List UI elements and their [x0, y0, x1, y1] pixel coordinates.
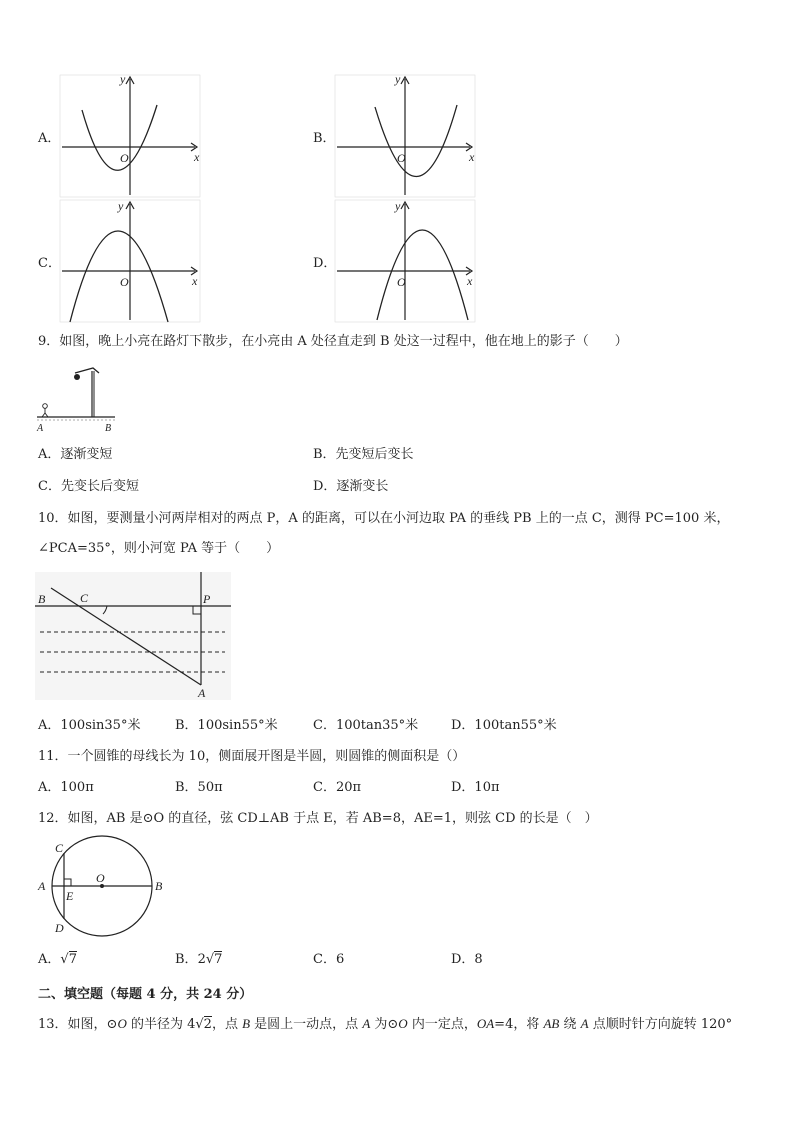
q13-b1: B	[242, 1016, 251, 1031]
graph-b-y: y	[395, 72, 401, 86]
option-b-label: B．	[313, 131, 336, 146]
q10-stem-line1: 10．如图，要测量小河两岸相对的两点 P，A 的距离，可以在小河边取 PA 的垂线 PB 上的一点 C，测得 PC=100 米，	[38, 511, 730, 526]
q10-option-a: A．100sin35°米	[38, 718, 141, 733]
q11-option-c: C．20π	[313, 780, 362, 795]
option-c-label: C．	[38, 256, 61, 271]
q12-label-d: D	[55, 921, 64, 935]
q12-option-a	[38, 951, 77, 969]
q13-a2: A	[580, 1016, 589, 1031]
q13-oa: OA	[476, 1016, 495, 1031]
q13-a1: A	[362, 1016, 371, 1031]
q13-part7: =4，将	[494, 1017, 544, 1032]
q12-circle-figure	[35, 836, 170, 939]
q10-option-c: C．100tan35°米	[313, 718, 419, 733]
q10-option-d: D．100tan55°米	[451, 718, 557, 733]
graph-a-x: x	[194, 150, 200, 164]
q9-label-b: B	[105, 423, 112, 434]
q10-river-figure	[35, 572, 235, 702]
graph-a-origin: O	[120, 151, 129, 165]
q13-part8: 绕	[559, 1017, 581, 1032]
q13-part9: 点顺时针方向旋转 120°	[588, 1017, 733, 1032]
q12-label-o: O	[96, 871, 105, 885]
q13-part4: 是圆上一动点，点	[250, 1017, 363, 1032]
graph-option-c	[60, 200, 205, 325]
q13-part6: 内一定点，	[407, 1017, 477, 1032]
q13-ab: AB	[543, 1016, 560, 1031]
q9-stem: 9．如图，晚上小亮在路灯下散步，在小亮由 A 处径直走到 B 处这一过程中，他在地上的影子（ ）	[38, 334, 628, 349]
q11-option-b: B．50π	[175, 780, 223, 795]
q13-o2: O	[398, 1016, 408, 1031]
graph-option-a	[60, 72, 205, 200]
q9-option-d: D．逐渐变长	[313, 479, 389, 494]
q9-option-b: B．先变短后变长	[313, 447, 414, 462]
q10-label-a: A	[198, 686, 206, 700]
q10-label-c: C	[80, 591, 89, 605]
graph-d-y: y	[395, 199, 401, 213]
q9-streetlight-figure	[35, 365, 120, 433]
graph-b-origin: O	[397, 151, 406, 165]
q12-label-e: E	[66, 889, 74, 903]
sqrt-sign-icon: √	[195, 1017, 204, 1032]
graph-a-y: y	[120, 72, 126, 86]
graph-b-x: x	[469, 150, 475, 164]
graph-option-d	[335, 200, 480, 325]
q12-label-a: A	[38, 879, 46, 893]
q13-stem	[38, 1015, 732, 1034]
q10-option-b: B．100sin55°米	[175, 718, 278, 733]
q11-option-d: D．10π	[451, 780, 500, 795]
q12-stem: 12．如图，AB 是⊙O 的直径，弦 CD⊥AB 于点 E，若 AB=8，AE=1，则弦 CD 的长是（ ）	[38, 811, 598, 826]
q12-option-b-label: B．	[175, 952, 198, 967]
option-a-label: A．	[38, 131, 61, 146]
section-title: 二、填空题（每题 4 分，共 24 分）	[38, 987, 253, 1002]
q13-part3: ，点	[211, 1017, 243, 1032]
q12-label-b: B	[155, 879, 163, 893]
sqrt-sign-icon: √	[205, 952, 215, 967]
q12-label-c: C	[55, 841, 64, 855]
q10-label-p: P	[203, 592, 211, 606]
q10-stem-line2: ∠PCA=35°，则小河宽 PA 等于（ ）	[38, 541, 280, 556]
q9-option-c: C．先变长后变短	[38, 479, 139, 494]
q10-label-b: B	[38, 592, 46, 606]
q11-stem: 11．一个圆锥的母线长为 10，侧面展开图是半圆，则圆锥的侧面积是（）	[38, 749, 466, 764]
q13-radicand: 2	[203, 1017, 212, 1032]
q12-option-b	[175, 951, 222, 969]
graph-c-origin: O	[120, 275, 129, 289]
q13-part5: 为⊙	[370, 1017, 399, 1032]
graph-c-y: y	[118, 199, 124, 213]
option-d-label: D．	[313, 256, 337, 271]
graph-option-b	[335, 72, 480, 200]
q13-part1: 13．如图，⊙	[38, 1017, 118, 1032]
q12-option-d: D．8	[451, 952, 483, 967]
q12-option-c: C．6	[313, 952, 345, 967]
q9-label-a: A	[37, 423, 44, 434]
sqrt-sign-icon: √	[60, 952, 69, 967]
graph-d-origin: O	[397, 275, 406, 289]
q12-option-b-radicand: 7	[214, 952, 223, 967]
q13-part2: 的半径为 4	[126, 1017, 196, 1032]
graph-c-x: x	[192, 274, 198, 288]
q12-option-a-label: A．	[38, 952, 61, 967]
graph-d-x: x	[467, 274, 473, 288]
q11-option-a: A．100π	[38, 780, 94, 795]
q13-o1: O	[117, 1016, 127, 1031]
q12-option-b-coef: 2	[197, 952, 206, 967]
q9-option-a: A．逐渐变短	[38, 447, 113, 462]
q12-option-a-radicand: 7	[68, 952, 77, 967]
